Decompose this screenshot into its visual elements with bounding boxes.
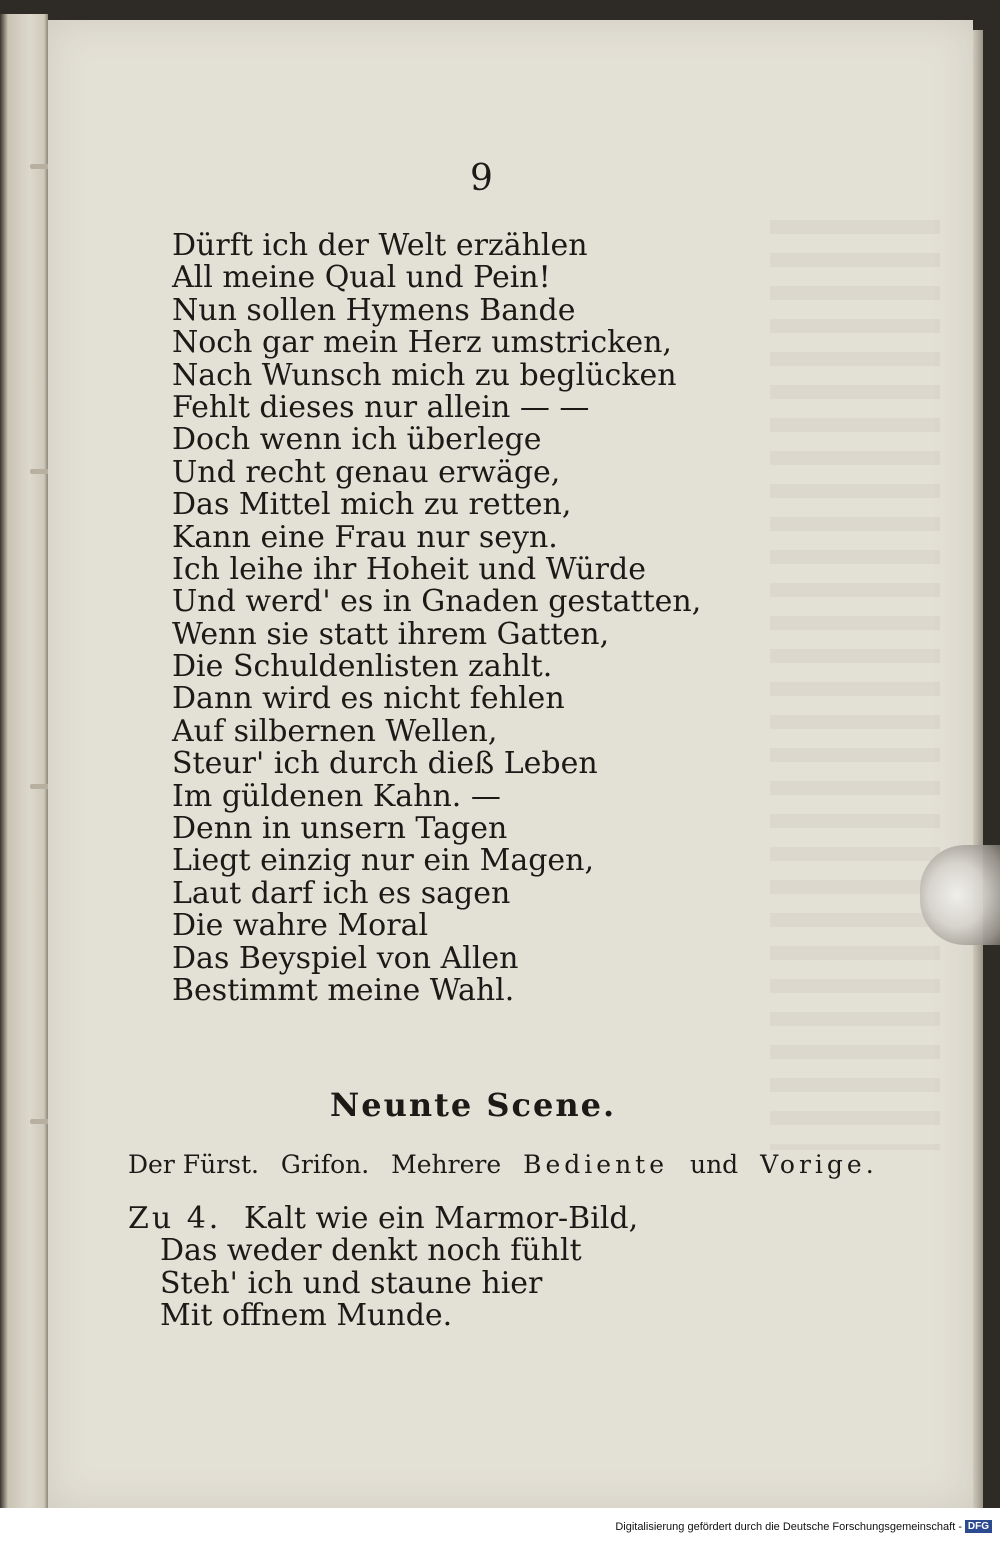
verse-line: Doch wenn ich überlege bbox=[172, 422, 542, 458]
cast-member: Vorige. bbox=[760, 1150, 878, 1179]
cast-member: Bediente bbox=[523, 1150, 669, 1179]
verse-line: Das Mittel mich zu retten, bbox=[172, 487, 572, 523]
verse-line: Denn in unsern Tagen bbox=[172, 811, 508, 847]
cast-member: Mehrere bbox=[391, 1150, 502, 1179]
page-edge bbox=[973, 30, 983, 1508]
cast-member: Grifon. bbox=[280, 1150, 370, 1179]
verse-line: Nun sollen Hymens Bande bbox=[172, 292, 576, 328]
verse-line: Kann eine Frau nur seyn. bbox=[172, 519, 558, 555]
verse-line: Bestimmt meine Wahl. bbox=[172, 972, 515, 1008]
verse-line: Auf silbernen Wellen, bbox=[172, 713, 498, 749]
show-through-text bbox=[770, 220, 940, 1150]
verse-line: Wenn sie statt ihrem Gatten, bbox=[172, 616, 610, 652]
verse-line: All meine Qual und Pein! bbox=[172, 260, 551, 296]
ensemble-lines bbox=[160, 1203, 638, 1333]
cast-list bbox=[128, 1150, 892, 1179]
verse-line: Kalt wie ein Marmor-Bild, bbox=[244, 1201, 639, 1236]
digitization-credit-bar bbox=[0, 1508, 1000, 1541]
verse-line: Im güldenen Kahn. — bbox=[172, 778, 501, 814]
funding-credit: Digitalisierung gefördert durch die Deutsche Forschungsgemeinschaft - bbox=[615, 1521, 962, 1533]
cast-member: Der Fürst. bbox=[128, 1150, 259, 1179]
verse-line: Fehlt dieses nur allein — — bbox=[172, 389, 590, 425]
speaker-label: Zu 4. bbox=[128, 1201, 222, 1236]
page-number: 9 bbox=[470, 158, 493, 199]
scene-title: Neunte Scene. bbox=[330, 1086, 617, 1124]
facing-page-edge bbox=[0, 14, 48, 1508]
verse-line: Das weder denkt noch fühlt bbox=[160, 1233, 582, 1269]
verse-line: Liegt einzig nur ein Magen, bbox=[172, 843, 595, 879]
verse-line: Nach Wunsch mich zu beglücken bbox=[172, 357, 677, 393]
dfg-logo: DFG bbox=[965, 1520, 992, 1533]
verse-line: Und recht genau erwäge, bbox=[172, 454, 561, 490]
verse-line: Ich leihe ihr Hoheit und Würde bbox=[172, 551, 646, 587]
verse-line: Die wahre Moral bbox=[172, 908, 429, 944]
verse-line: Die Schuldenlisten zahlt. bbox=[172, 649, 553, 685]
verse-line: Steur' ich durch dieß Leben bbox=[172, 746, 598, 782]
verse-line: Mit offnem Munde. bbox=[160, 1298, 453, 1334]
verse-line: Dann wird es nicht fehlen bbox=[172, 681, 565, 717]
verse-line: Noch gar mein Herz umstricken, bbox=[172, 325, 672, 361]
verse-line: Laut darf ich es sagen bbox=[172, 875, 511, 911]
cast-connector: und bbox=[689, 1150, 739, 1179]
verse-line: Dürft ich der Welt erzählen bbox=[172, 228, 588, 263]
verse-line: Das Beyspiel von Allen bbox=[172, 940, 519, 976]
page-clip bbox=[920, 845, 1000, 945]
verse-line: Und werd' es in Gnaden gestatten, bbox=[172, 584, 702, 620]
verse-line: Steh' ich und staune hier bbox=[160, 1265, 543, 1301]
verse-block bbox=[172, 230, 701, 1007]
